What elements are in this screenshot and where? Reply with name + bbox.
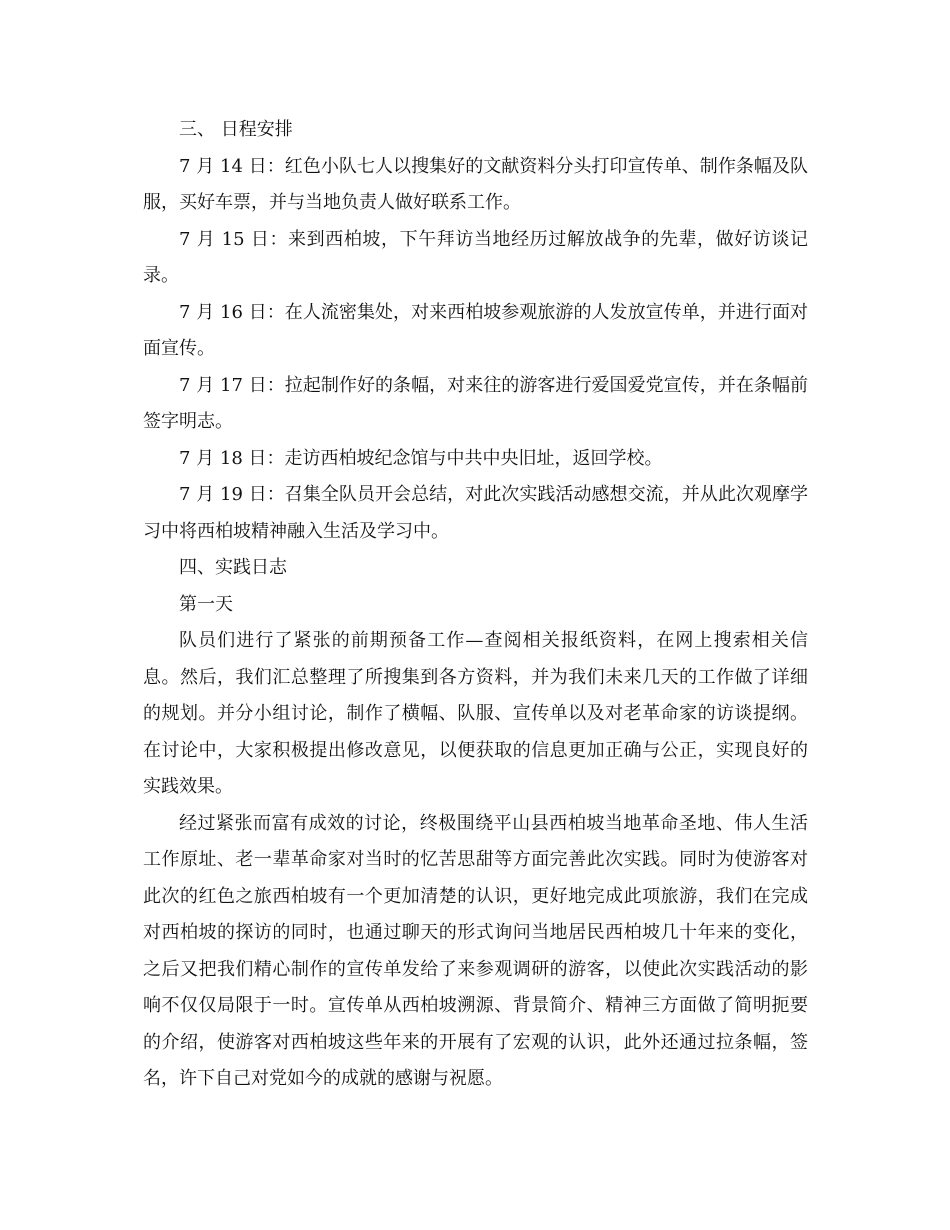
log-day-one-heading: 第一天 [179, 593, 233, 615]
section-heading-practice-log: 四、实践日志 [179, 557, 287, 578]
schedule-item-jul-15: 7 月 15 日：来到西柏坡，下午拜访当地经历过解放战争的先辈，做好访谈记录。 [143, 228, 808, 286]
schedule-item-jul-16: 7 月 16 日：在人流密集处，对来西柏坡参观旅游的人发放宣传单，并进行面对面宣传。 [143, 301, 808, 359]
document-body [143, 112, 808, 1098]
section-heading-schedule: 三、 日程安排 [179, 119, 293, 140]
log-paragraph: 队员们进行了紧张的前期预备工作—查阅相关报纸资料，在网上搜索相关信息。然后，我们汇总整理了所搜集到各方资料，并为我们未来几天的工作做了详细的规划。并分小组讨论，制作了横幅、队服、宣传单以及对老革命家的访谈提纲。在讨论中，大家积极提出修改意见，以便获取的信息更加正确与公正，实现良好的实践效果。 [143, 630, 808, 797]
schedule-item-jul-18: 7 月 18 日：走访西柏坡纪念馆与中共中央旧址，返回学校。 [179, 447, 663, 469]
log-paragraph: 经过紧张而富有成效的讨论，终极围绕平山县西柏坡当地革命圣地、伟人生活工作原址、老一辈革命家对当时的忆苦思甜等方面完善此次实践。同时为使游客对此次的红色之旅西柏坡有一个更加清楚的认识，更好地完成此项旅游，我们在完成对西柏坡的探访的同时，也通过聊天的形式询问当地居民西柏坡几十年来的变化，之后又把我们精心制作的宣传单发给了来参观调研的游客，以使此次实践活动的影响不仅仅局限于一时。宣传单从西柏坡溯源、背景简介、精神三方面做了简明扼要的介绍，使游客对西柏坡这些年来的开展有了宏观的认识，此外还通过拉条幅，签名，许下自己对党如今的成就的感谢与祝愿。 [143, 812, 808, 1089]
schedule-item-jul-14: 7 月 14 日：红色小队七人以搜集好的文献资料分头打印宣传单、制作条幅及队服，买好车票，并与当地负责人做好联系工作。 [143, 155, 808, 213]
schedule-item-jul-17: 7 月 17 日：拉起制作好的条幅，对来往的游客进行爱国爱党宣传，并在条幅前签字明志。 [143, 374, 808, 432]
schedule-item-jul-19: 7 月 19 日：召集全队员开会总结，对此次实践活动感想交流，并从此次观摩学习中将西柏坡精神融入生活及学习中。 [143, 484, 808, 542]
